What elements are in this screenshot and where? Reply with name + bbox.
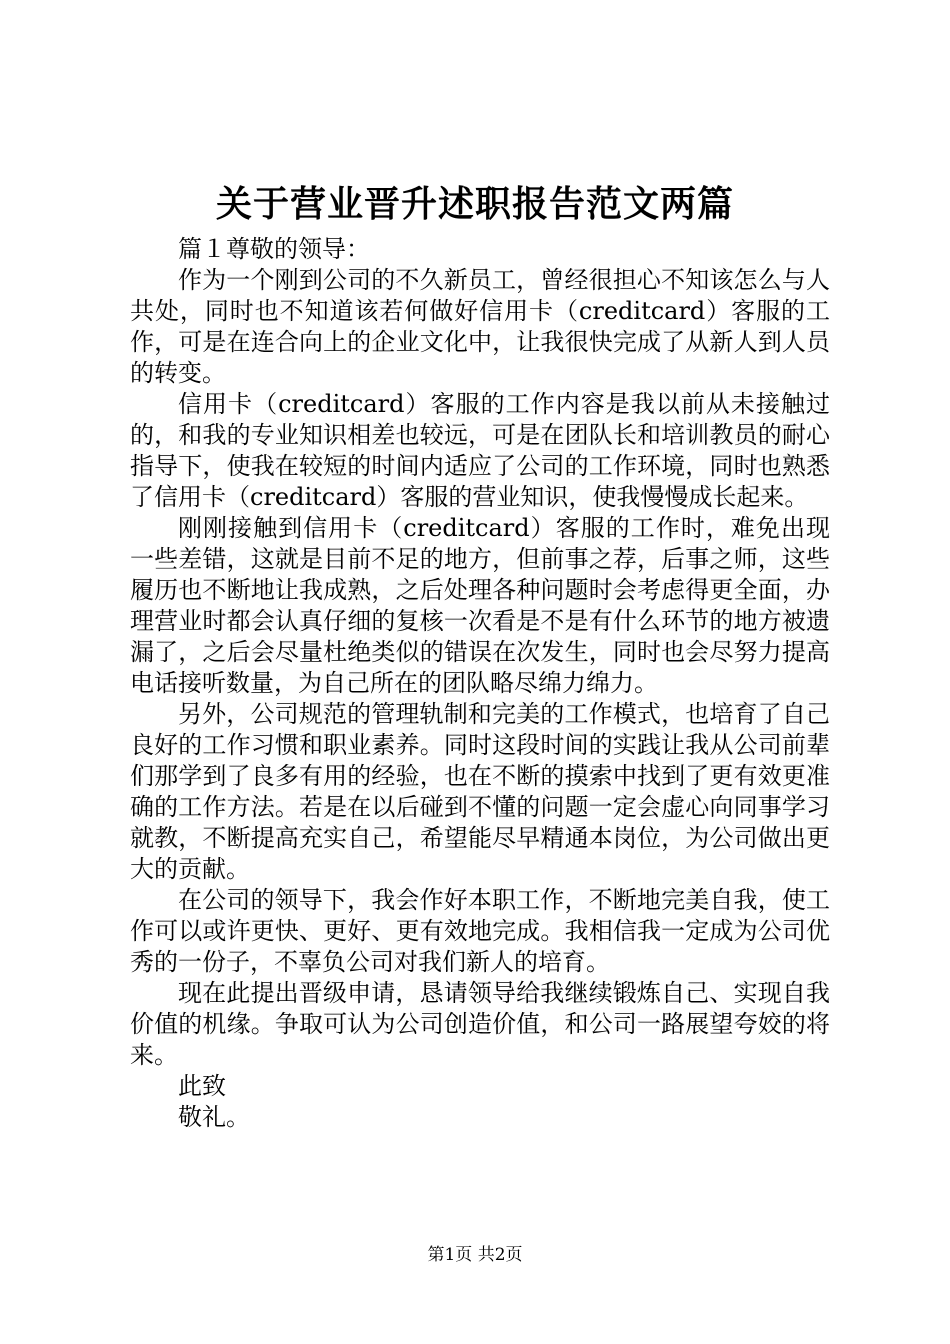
document-title: 关于营业晋升述职报告范文两篇 <box>215 183 734 225</box>
document-body <box>130 234 830 1133</box>
body-paragraph-1: 作为一个刚到公司的不久新员工，曾经很担心不知该怎么与人共处，同时也不知道该若何做好信用卡（creditcard）客服的工作，可是在连合向上的企业文化中，让我很快完成了从新人到人员的转变。 <box>130 266 830 387</box>
body-paragraph-2: 信用卡（creditcard）客服的工作内容是我以前从未接触过的，和我的专业知识相差也较远，可是在团队长和培训教员的耐心指导下，使我在较短的时间内适应了公司的工作环境，同时也熟悉了信用卡（creditcard）客服的营业知识，使我慢慢成长起来。 <box>130 390 830 511</box>
body-paragraph-5: 在公司的领导下，我会作好本职工作，不断地完美自我，使工作可以或许更快、更好、更有效地完成。我相信我一定成为公司优秀的一份子，不辜负公司对我们新人的培育。 <box>130 886 830 976</box>
body-paragraph-4: 另外，公司规范的管理轨制和完美的工作模式，也培育了自己良好的工作习惯和职业素养。同时这段时间的实践让我从公司前辈们那学到了良多有用的经验，也在不断的摸索中找到了更有效更准确的工作方法。若是在以后碰到不懂的问题一定会虚心向同事学习就教，不断提高充实自己，希望能尽早精通本岗位，为公司做出更大的贡献。 <box>130 700 830 883</box>
body-paragraph-3: 刚刚接触到信用卡（creditcard）客服的工作时，难免出现一些差错，这就是目前不足的地方，但前事之荐，后事之师，这些履历也不断地让我成熟，之后处理各种问题时会考虑得更全面，办理营业时都会认真仔细的复核一次看是不是有什么环节的地方被遗漏了，之后会尽量杜绝类似的错误在次发生，同时也会尽努力提高电话接听数量，为自己所在的团队略尽绵力绵力。 <box>130 514 830 697</box>
page-footer: 第1页 共2页 <box>427 1245 523 1265</box>
body-paragraph-6: 现在此提出晋级申请，恳请领导给我继续锻炼自己、实现自我价值的机缘。争取可认为公司创造价值，和公司一路展望夸姣的将来。 <box>130 979 830 1069</box>
closing-line-1: 此致 <box>178 1072 226 1100</box>
closing-line-2: 敬礼。 <box>178 1103 250 1131</box>
salutation: 篇１尊敬的领导： <box>178 235 370 263</box>
